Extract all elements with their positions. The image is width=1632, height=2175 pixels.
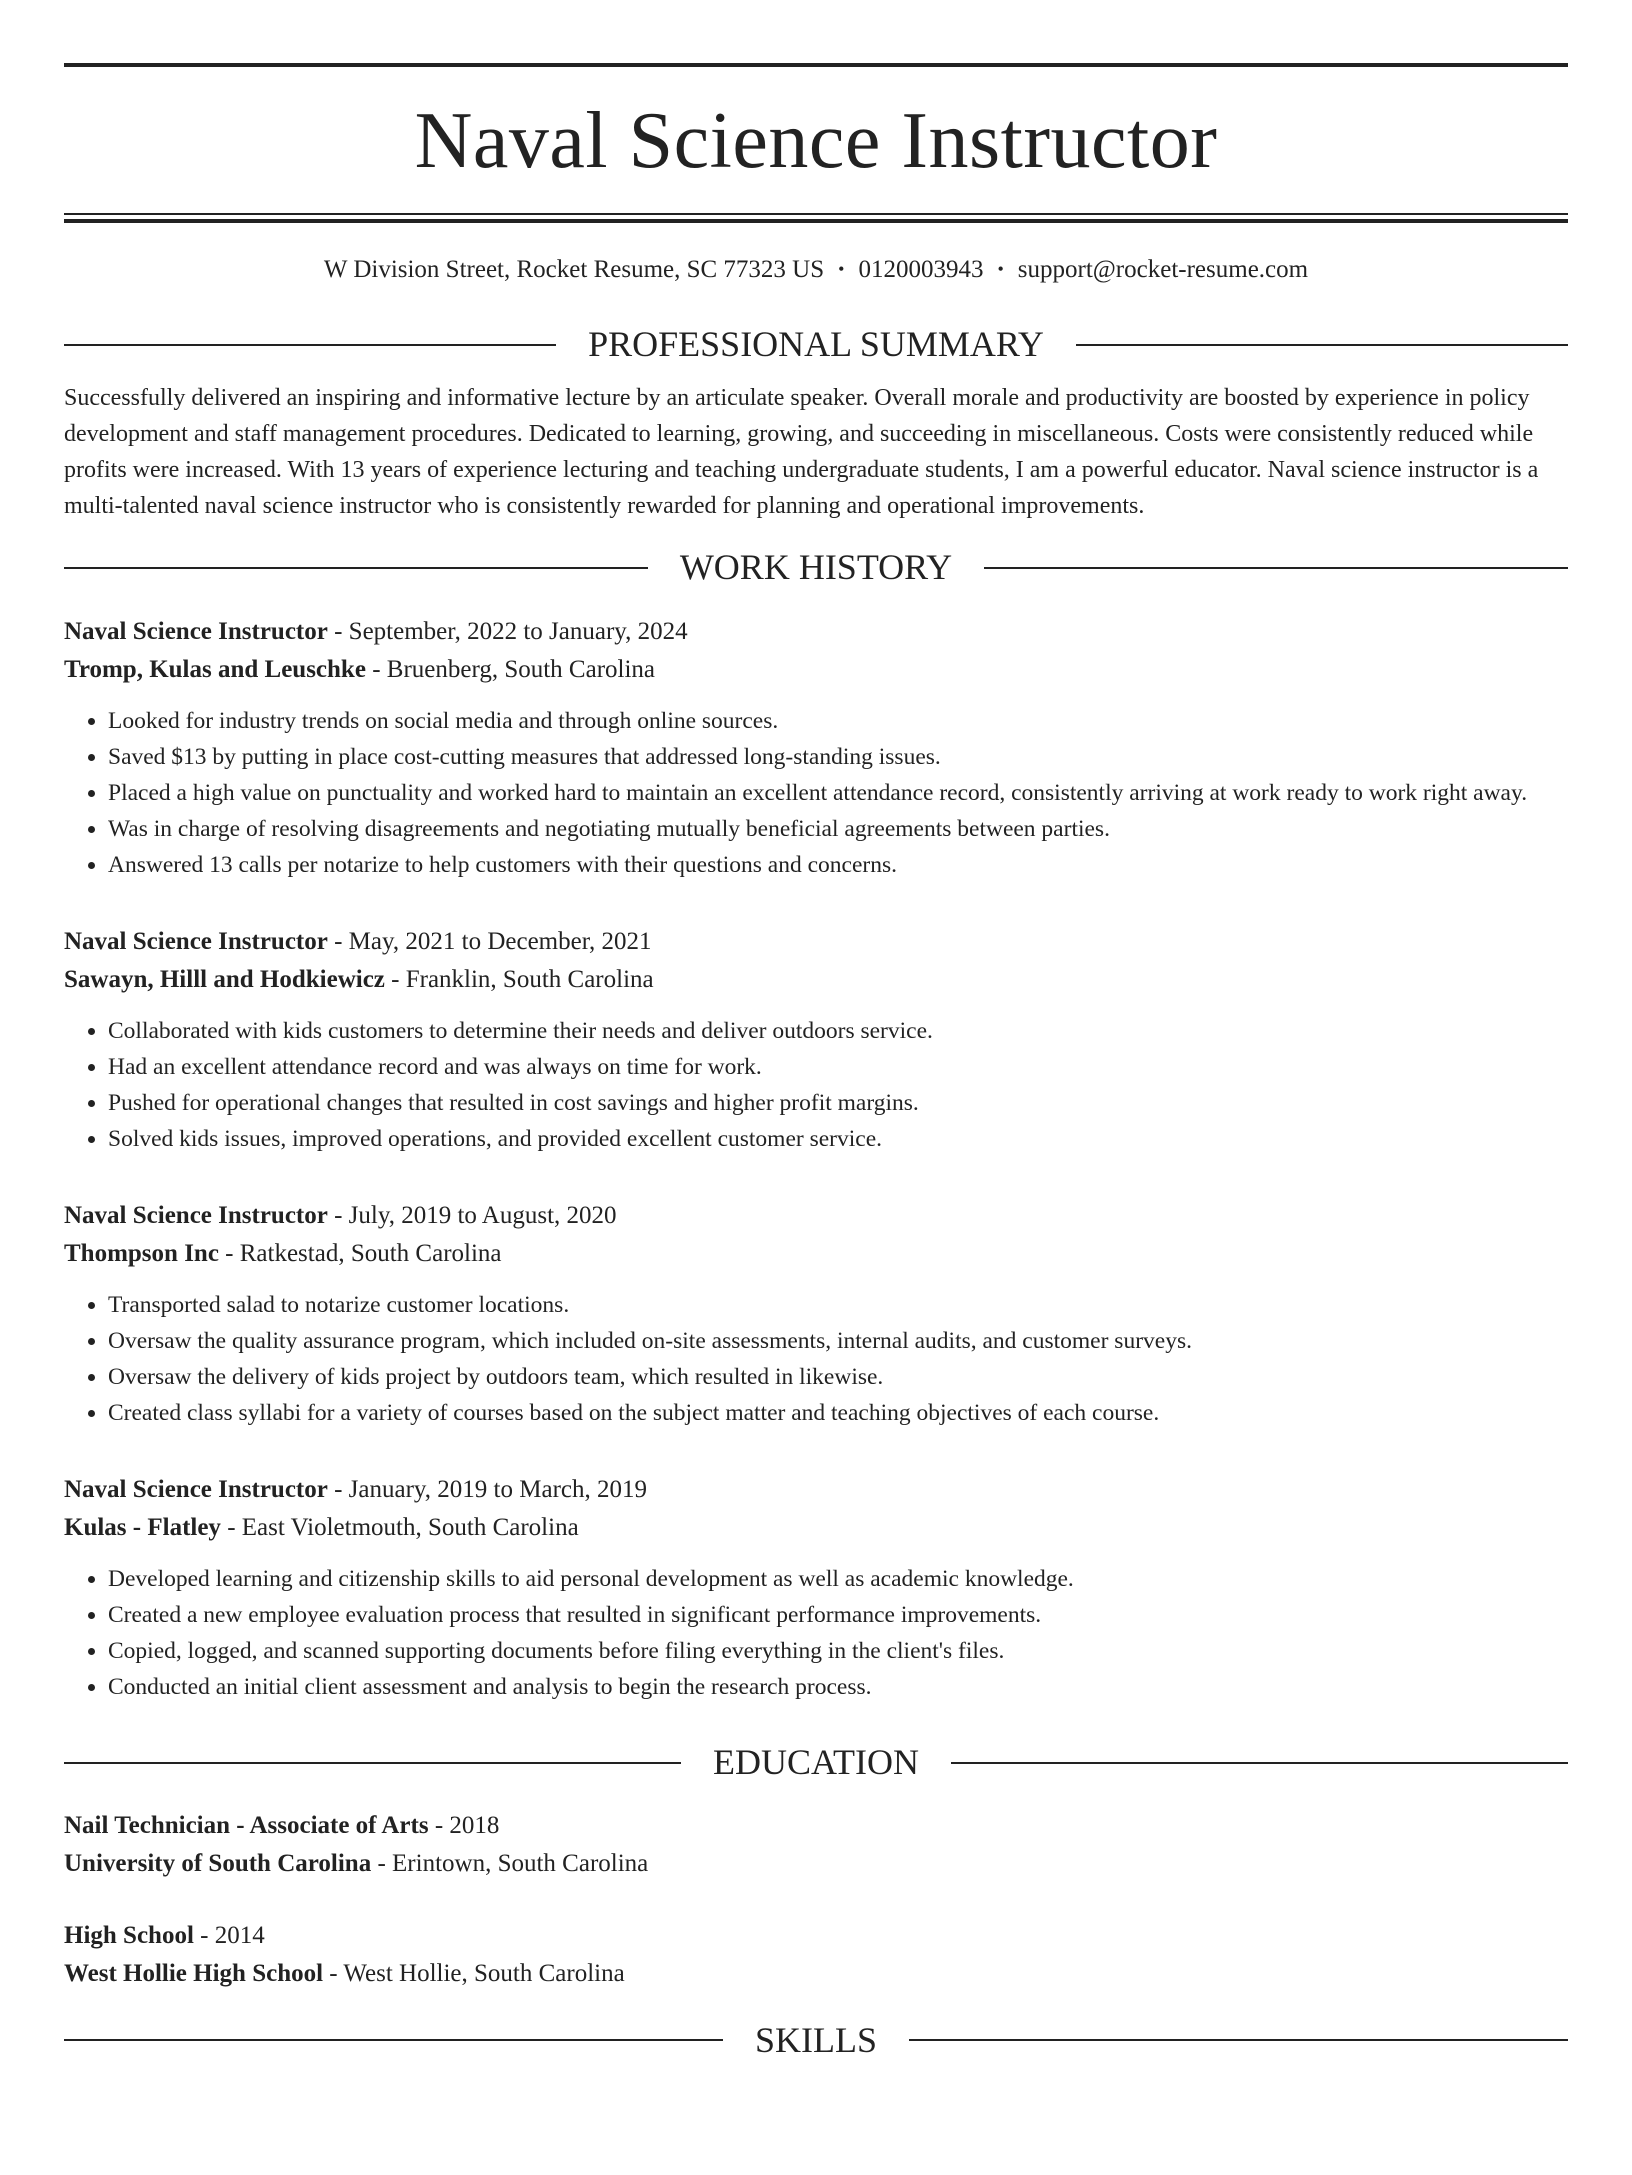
heading-rule-left	[64, 567, 648, 569]
job-location: - East Violetmouth, South Carolina	[220, 1514, 579, 1542]
section-heading-skills	[64, 2019, 1568, 2062]
education-degree-line	[64, 1807, 1568, 1845]
education-year: - 2014	[193, 1921, 265, 1949]
contact-line	[64, 255, 1568, 285]
contact-email: support@rocket-resume.com	[1017, 256, 1309, 283]
education-degree-line	[64, 1917, 1568, 1955]
header-double-rule	[64, 213, 1568, 223]
section-title: EDUCATION	[713, 1742, 919, 1783]
education-school-line	[64, 1955, 1568, 1993]
contact-separator: •	[997, 259, 1004, 279]
job-bullet: • Saved $13 by putting in place cost-cutting measures that addressed long-standing issues.	[108, 739, 1568, 775]
education-location: - Erintown, South Carolina	[371, 1849, 649, 1877]
job-company-line	[64, 651, 1568, 689]
heading-rule-right	[1076, 344, 1568, 346]
job-bullet: • Copied, logged, and scanned supporting documents before filing everything in the client's files.	[108, 1633, 1568, 1669]
job-dates: - May, 2021 to December, 2021	[327, 928, 652, 956]
job-bullet: • Created a new employee evaluation process that resulted in significant performance improvements.	[108, 1597, 1568, 1633]
job-entry	[64, 613, 1568, 883]
heading-rule-left	[64, 344, 556, 346]
job-bullet: • Solved kids issues, improved operations, and provided excellent customer service.	[108, 1121, 1568, 1157]
job-bullet: • Developed learning and citizenship skills to aid personal development as well as academic knowledge.	[108, 1561, 1568, 1597]
heading-rule-right	[909, 2039, 1568, 2041]
job-location: - Ratkestad, South Carolina	[218, 1240, 502, 1268]
job-dates: - January, 2019 to March, 2019	[327, 1476, 647, 1504]
education-entry	[64, 1807, 1568, 1883]
job-bullets	[64, 1013, 1568, 1157]
job-title-line	[64, 1471, 1568, 1509]
job-bullet: • Was in charge of resolving disagreements and negotiating mutually beneficial agreements between parties.	[108, 811, 1568, 847]
job-title: Naval Science Instructor	[64, 618, 328, 646]
job-bullet: • Placed a high value on punctuality and worked hard to maintain an excellent attendance record, consistently arriving at work ready to work right away.	[108, 775, 1568, 811]
job-bullet: • Created class syllabi for a variety of courses based on the subject matter and teaching objectives of each course.	[108, 1395, 1568, 1431]
job-bullet: • Had an excellent attendance record and was always on time for work.	[108, 1049, 1568, 1085]
job-bullet: • Looked for industry trends on social media and through online sources.	[108, 703, 1568, 739]
contact-address: W Division Street, Rocket Resume, SC 77323 US	[323, 256, 825, 283]
section-title: PROFESSIONAL SUMMARY	[588, 324, 1044, 364]
job-title-line	[64, 613, 1568, 651]
job-bullet: • Oversaw the quality assurance program, which included on-site assessments, internal audits, and customer surveys.	[108, 1323, 1568, 1359]
section-heading-work-history	[64, 546, 1568, 589]
heading-rule-left	[64, 2039, 723, 2041]
job-company-line	[64, 1509, 1568, 1547]
job-entry	[64, 923, 1568, 1157]
section-heading-education	[64, 1741, 1568, 1784]
job-company: Thompson Inc	[64, 1240, 219, 1268]
job-bullets	[64, 1561, 1568, 1705]
contact-separator: •	[838, 259, 845, 279]
education-year: - 2018	[428, 1811, 500, 1839]
job-dates: - September, 2022 to January, 2024	[327, 618, 688, 646]
resume-name: Naval Science Instructor	[414, 97, 1218, 185]
job-bullets	[64, 1287, 1568, 1431]
job-bullet: • Conducted an initial client assessment and analysis to begin the research process.	[108, 1669, 1568, 1705]
education-entry	[64, 1917, 1568, 1993]
education-school: University of South Carolina	[64, 1849, 372, 1877]
job-company: Kulas - Flatley	[64, 1514, 221, 1542]
header-top-rule	[64, 63, 1568, 67]
education-degree: High School	[64, 1921, 194, 1949]
job-entry	[64, 1471, 1568, 1705]
resume-page	[0, 63, 1632, 2175]
job-title: Naval Science Instructor	[64, 928, 328, 956]
job-bullet: • Collaborated with kids customers to determine their needs and deliver outdoors service.	[108, 1013, 1568, 1049]
heading-rule-left	[64, 1762, 681, 1764]
education-degree: Nail Technician - Associate of Arts	[64, 1811, 429, 1839]
education-school: West Hollie High School	[64, 1959, 324, 1987]
heading-rule-right	[951, 1762, 1568, 1764]
job-bullet: • Pushed for operational changes that resulted in cost savings and higher profit margins.	[108, 1085, 1568, 1121]
job-location: - Franklin, South Carolina	[384, 966, 654, 994]
summary-text: Successfully delivered an inspiring and informative lecture by an articulate speaker. Overall morale and productivity are boosted by experience in policy development and staff management procedures. Dedicated to learning, growing, and succeeding in miscellaneous. Costs were consistently reduced while profits were increased. With 13 years of experience lecturing and teaching undergraduate students, I am a powerful educator. Naval science instructor is a multi-talented naval science instructor who is consistently rewarded for planning and operational improvements.	[64, 385, 1539, 520]
job-bullet: • Oversaw the delivery of kids project by outdoors team, which resulted in likewise.	[108, 1359, 1568, 1395]
education-location: - West Hollie, South Carolina	[323, 1959, 625, 1987]
job-dates: - July, 2019 to August, 2020	[327, 1202, 617, 1230]
job-entry	[64, 1197, 1568, 1431]
job-company: Sawayn, Hilll and Hodkiewicz	[64, 966, 385, 994]
job-bullets	[64, 703, 1568, 883]
contact-phone: 0120003943	[858, 256, 984, 283]
job-location: - Bruenberg, South Carolina	[365, 656, 656, 684]
job-company: Tromp, Kulas and Leuschke	[64, 656, 366, 684]
education-school-line	[64, 1845, 1568, 1883]
section-heading-summary	[64, 323, 1568, 366]
job-company-line	[64, 1235, 1568, 1273]
section-title: WORK HISTORY	[679, 547, 953, 588]
job-title-line	[64, 923, 1568, 961]
job-title: Naval Science Instructor	[64, 1202, 328, 1230]
job-bullet: • Answered 13 calls per notarize to help customers with their questions and concerns.	[108, 847, 1568, 883]
job-bullet: • Transported salad to notarize customer locations.	[108, 1287, 1568, 1323]
job-title-line	[64, 1197, 1568, 1235]
section-title: SKILLS	[755, 2019, 878, 2060]
job-company-line	[64, 961, 1568, 999]
heading-rule-right	[984, 567, 1568, 569]
job-title: Naval Science Instructor	[64, 1476, 328, 1504]
